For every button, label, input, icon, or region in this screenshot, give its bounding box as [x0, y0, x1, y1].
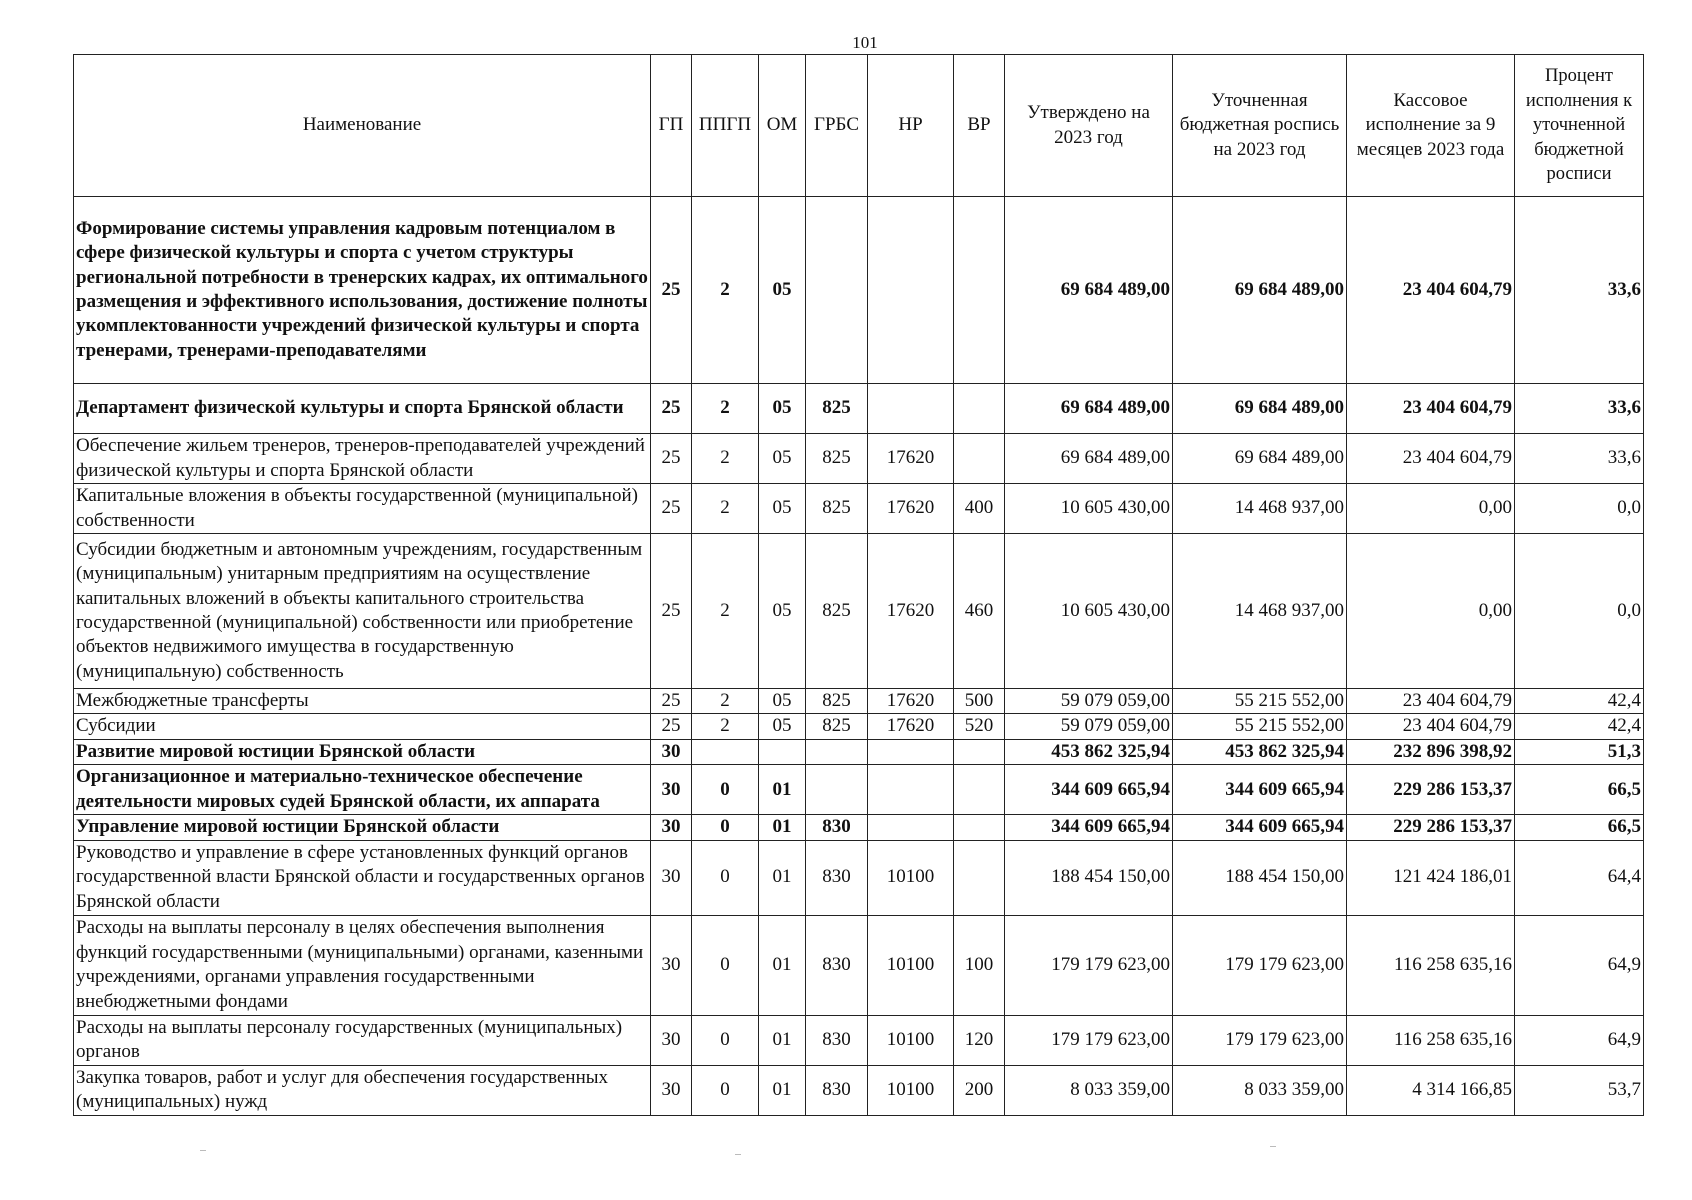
- cell-grbs: 830: [806, 1015, 868, 1065]
- cell-approved: 10 605 430,00: [1005, 534, 1173, 689]
- cell-cash: 23 404 604,79: [1347, 714, 1515, 739]
- cell-nr: [868, 384, 954, 434]
- cell-refined: 14 468 937,00: [1173, 484, 1347, 534]
- cell-om: 01: [759, 840, 806, 915]
- scan-speck: [735, 1154, 741, 1155]
- header-approved: Утверждено на 2023 год: [1005, 55, 1173, 197]
- cell-percent: 53,7: [1515, 1065, 1644, 1115]
- header-om: ОМ: [759, 55, 806, 197]
- cell-percent: 0,0: [1515, 534, 1644, 689]
- header-name: Наименование: [74, 55, 651, 197]
- cell-approved: 69 684 489,00: [1005, 197, 1173, 384]
- cell-cash: 116 258 635,16: [1347, 915, 1515, 1015]
- cell-name: Субсидии: [74, 714, 651, 739]
- cell-grbs: 825: [806, 384, 868, 434]
- cell-ppgp: 2: [692, 384, 759, 434]
- cell-name: Расходы на выплаты персоналу государственных (муниципальных) органов: [74, 1015, 651, 1065]
- cell-ppgp: 2: [692, 689, 759, 714]
- table-row: [74, 840, 1644, 915]
- cell-ppgp: 0: [692, 840, 759, 915]
- table-row: [74, 384, 1644, 434]
- cell-om: 05: [759, 714, 806, 739]
- cell-gp: 30: [651, 815, 692, 840]
- cell-cash: 116 258 635,16: [1347, 1015, 1515, 1065]
- cell-approved: 69 684 489,00: [1005, 434, 1173, 484]
- cell-gp: 30: [651, 739, 692, 764]
- cell-name: Межбюджетные трансферты: [74, 689, 651, 714]
- cell-percent: 66,5: [1515, 815, 1644, 840]
- cell-cash: 229 286 153,37: [1347, 765, 1515, 815]
- cell-ppgp: 0: [692, 1065, 759, 1115]
- cell-approved: 59 079 059,00: [1005, 714, 1173, 739]
- cell-refined: 344 609 665,94: [1173, 815, 1347, 840]
- budget-table: [73, 54, 1644, 1116]
- cell-percent: 42,4: [1515, 714, 1644, 739]
- cell-refined: 55 215 552,00: [1173, 689, 1347, 714]
- cell-gp: 25: [651, 689, 692, 714]
- cell-refined: 179 179 623,00: [1173, 915, 1347, 1015]
- cell-ppgp: 2: [692, 197, 759, 384]
- cell-cash: 23 404 604,79: [1347, 384, 1515, 434]
- table-body: [74, 197, 1644, 1116]
- cell-refined: 344 609 665,94: [1173, 765, 1347, 815]
- cell-name: Руководство и управление в сфере установленных функций органов государственной власти Брянской области и государственных органов Брянской области: [74, 840, 651, 915]
- cell-refined: 69 684 489,00: [1173, 384, 1347, 434]
- cell-nr: [868, 739, 954, 764]
- cell-percent: 64,4: [1515, 840, 1644, 915]
- cell-nr: [868, 197, 954, 384]
- cell-grbs: 825: [806, 714, 868, 739]
- cell-vr: 200: [954, 1065, 1005, 1115]
- cell-refined: 453 862 325,94: [1173, 739, 1347, 764]
- cell-refined: 179 179 623,00: [1173, 1015, 1347, 1065]
- header-vr: ВР: [954, 55, 1005, 197]
- table-row: [74, 815, 1644, 840]
- cell-approved: 344 609 665,94: [1005, 765, 1173, 815]
- scan-speck: [200, 1150, 206, 1151]
- cell-vr: [954, 197, 1005, 384]
- cell-cash: 0,00: [1347, 484, 1515, 534]
- cell-ppgp: 2: [692, 434, 759, 484]
- cell-ppgp: 2: [692, 714, 759, 739]
- cell-ppgp: 0: [692, 915, 759, 1015]
- cell-ppgp: 2: [692, 484, 759, 534]
- cell-vr: [954, 815, 1005, 840]
- cell-name: Обеспечение жильем тренеров, тренеров-преподавателей учреждений физической культуры и спорта Брянской области: [74, 434, 651, 484]
- cell-gp: 30: [651, 1065, 692, 1115]
- cell-vr: [954, 384, 1005, 434]
- cell-refined: 69 684 489,00: [1173, 197, 1347, 384]
- cell-vr: 500: [954, 689, 1005, 714]
- cell-grbs: 830: [806, 815, 868, 840]
- header-percent: Процент исполнения к уточненной бюджетной росписи: [1515, 55, 1644, 197]
- cell-approved: 179 179 623,00: [1005, 1015, 1173, 1065]
- cell-approved: 453 862 325,94: [1005, 739, 1173, 764]
- cell-grbs: [806, 765, 868, 815]
- cell-om: 01: [759, 765, 806, 815]
- table-row: [74, 739, 1644, 764]
- cell-ppgp: 0: [692, 765, 759, 815]
- header-gp: ГП: [651, 55, 692, 197]
- table-row: [74, 197, 1644, 384]
- cell-percent: 51,3: [1515, 739, 1644, 764]
- cell-ppgp: 0: [692, 815, 759, 840]
- cell-vr: [954, 434, 1005, 484]
- cell-vr: 400: [954, 484, 1005, 534]
- cell-vr: 460: [954, 534, 1005, 689]
- cell-name: Формирование системы управления кадровым потенциалом в сфере физической культуры и спорта с учетом структуры региональной потребности в тренерских кадрах, их оптимального размещения и эффективного использования, достижение полноты укомплектованности учреждений физической культуры и спорта тренерами, тренерами-преподавателями: [74, 197, 651, 384]
- cell-gp: 25: [651, 434, 692, 484]
- cell-approved: 188 454 150,00: [1005, 840, 1173, 915]
- cell-gp: 25: [651, 197, 692, 384]
- scan-speck: [1270, 1146, 1276, 1147]
- cell-nr: [868, 815, 954, 840]
- cell-percent: 64,9: [1515, 1015, 1644, 1065]
- cell-refined: 188 454 150,00: [1173, 840, 1347, 915]
- cell-approved: 59 079 059,00: [1005, 689, 1173, 714]
- cell-grbs: 830: [806, 1065, 868, 1115]
- cell-nr: 17620: [868, 689, 954, 714]
- cell-refined: 8 033 359,00: [1173, 1065, 1347, 1115]
- cell-om: 05: [759, 534, 806, 689]
- cell-gp: 30: [651, 915, 692, 1015]
- cell-grbs: [806, 739, 868, 764]
- cell-ppgp: 2: [692, 534, 759, 689]
- cell-refined: 14 468 937,00: [1173, 534, 1347, 689]
- cell-refined: 55 215 552,00: [1173, 714, 1347, 739]
- cell-cash: 23 404 604,79: [1347, 197, 1515, 384]
- cell-cash: 121 424 186,01: [1347, 840, 1515, 915]
- cell-om: [759, 739, 806, 764]
- cell-cash: 0,00: [1347, 534, 1515, 689]
- table-row: [74, 484, 1644, 534]
- cell-gp: 25: [651, 714, 692, 739]
- cell-ppgp: [692, 739, 759, 764]
- cell-approved: 8 033 359,00: [1005, 1065, 1173, 1115]
- cell-name: Субсидии бюджетным и автономным учреждениям, государственным (муниципальным) унитарным предприятиям на осуществление капитальных вложений в объекты капитального строительства государственной (муниципальной) собственности или приобретение объектов недвижимого имущества в государственную (муниципальную) собственность: [74, 534, 651, 689]
- cell-grbs: [806, 197, 868, 384]
- table-row: [74, 1065, 1644, 1115]
- cell-cash: 23 404 604,79: [1347, 689, 1515, 714]
- cell-percent: 33,6: [1515, 384, 1644, 434]
- table-row: [74, 1015, 1644, 1065]
- table-row: [74, 765, 1644, 815]
- cell-om: 05: [759, 484, 806, 534]
- cell-grbs: 830: [806, 915, 868, 1015]
- cell-ppgp: 0: [692, 1015, 759, 1065]
- cell-nr: 17620: [868, 434, 954, 484]
- cell-percent: 42,4: [1515, 689, 1644, 714]
- cell-name: Расходы на выплаты персоналу в целях обеспечения выполнения функций государственными (муниципальными) органами, казенными учреждениями, органами управления государственными внебюджетными фондами: [74, 915, 651, 1015]
- cell-grbs: 825: [806, 689, 868, 714]
- cell-name: Организационное и материально-техническое обеспечение деятельности мировых судей Брянской области, их аппарата: [74, 765, 651, 815]
- cell-nr: 10100: [868, 840, 954, 915]
- cell-name: Развитие мировой юстиции Брянской области: [74, 739, 651, 764]
- cell-nr: 10100: [868, 1065, 954, 1115]
- header-refined: Уточненная бюджетная роспись на 2023 год: [1173, 55, 1347, 197]
- cell-grbs: 830: [806, 840, 868, 915]
- cell-approved: 69 684 489,00: [1005, 384, 1173, 434]
- cell-om: 01: [759, 1065, 806, 1115]
- cell-vr: [954, 840, 1005, 915]
- cell-grbs: 825: [806, 534, 868, 689]
- cell-nr: 17620: [868, 714, 954, 739]
- cell-approved: 179 179 623,00: [1005, 915, 1173, 1015]
- cell-nr: 17620: [868, 534, 954, 689]
- table-row: [74, 915, 1644, 1015]
- cell-om: 05: [759, 689, 806, 714]
- cell-name: Капитальные вложения в объекты государственной (муниципальной) собственности: [74, 484, 651, 534]
- page-number: 101: [852, 33, 878, 52]
- cell-cash: 229 286 153,37: [1347, 815, 1515, 840]
- cell-grbs: 825: [806, 434, 868, 484]
- cell-gp: 25: [651, 384, 692, 434]
- table-row: [74, 714, 1644, 739]
- cell-cash: 4 314 166,85: [1347, 1065, 1515, 1115]
- cell-gp: 30: [651, 1015, 692, 1065]
- cell-nr: [868, 765, 954, 815]
- cell-cash: 23 404 604,79: [1347, 434, 1515, 484]
- cell-percent: 33,6: [1515, 434, 1644, 484]
- header-grbs: ГРБС: [806, 55, 868, 197]
- cell-name: Закупка товаров, работ и услуг для обеспечения государственных (муниципальных) нужд: [74, 1065, 651, 1115]
- cell-nr: 10100: [868, 915, 954, 1015]
- cell-om: 05: [759, 197, 806, 384]
- cell-gp: 25: [651, 534, 692, 689]
- table-row: [74, 534, 1644, 689]
- cell-gp: 30: [651, 840, 692, 915]
- table-row: [74, 689, 1644, 714]
- cell-vr: [954, 765, 1005, 815]
- cell-vr: 100: [954, 915, 1005, 1015]
- cell-name: Управление мировой юстиции Брянской области: [74, 815, 651, 840]
- table-row: [74, 434, 1644, 484]
- cell-nr: 17620: [868, 484, 954, 534]
- header-nr: НР: [868, 55, 954, 197]
- cell-gp: 25: [651, 484, 692, 534]
- cell-om: 05: [759, 384, 806, 434]
- cell-om: 01: [759, 915, 806, 1015]
- cell-approved: 344 609 665,94: [1005, 815, 1173, 840]
- cell-approved: 10 605 430,00: [1005, 484, 1173, 534]
- cell-gp: 30: [651, 765, 692, 815]
- cell-cash: 232 896 398,92: [1347, 739, 1515, 764]
- cell-vr: 120: [954, 1015, 1005, 1065]
- cell-percent: 0,0: [1515, 484, 1644, 534]
- cell-nr: 10100: [868, 1015, 954, 1065]
- cell-vr: 520: [954, 714, 1005, 739]
- cell-om: 01: [759, 1015, 806, 1065]
- cell-grbs: 825: [806, 484, 868, 534]
- cell-name: Департамент физической культуры и спорта Брянской области: [74, 384, 651, 434]
- cell-om: 05: [759, 434, 806, 484]
- cell-percent: 66,5: [1515, 765, 1644, 815]
- cell-percent: 33,6: [1515, 197, 1644, 384]
- cell-om: 01: [759, 815, 806, 840]
- header-row: [74, 55, 1644, 197]
- cell-vr: [954, 739, 1005, 764]
- header-cash: Кассовое исполнение за 9 месяцев 2023 года: [1347, 55, 1515, 197]
- cell-percent: 64,9: [1515, 915, 1644, 1015]
- header-ppgp: ППГП: [692, 55, 759, 197]
- cell-refined: 69 684 489,00: [1173, 434, 1347, 484]
